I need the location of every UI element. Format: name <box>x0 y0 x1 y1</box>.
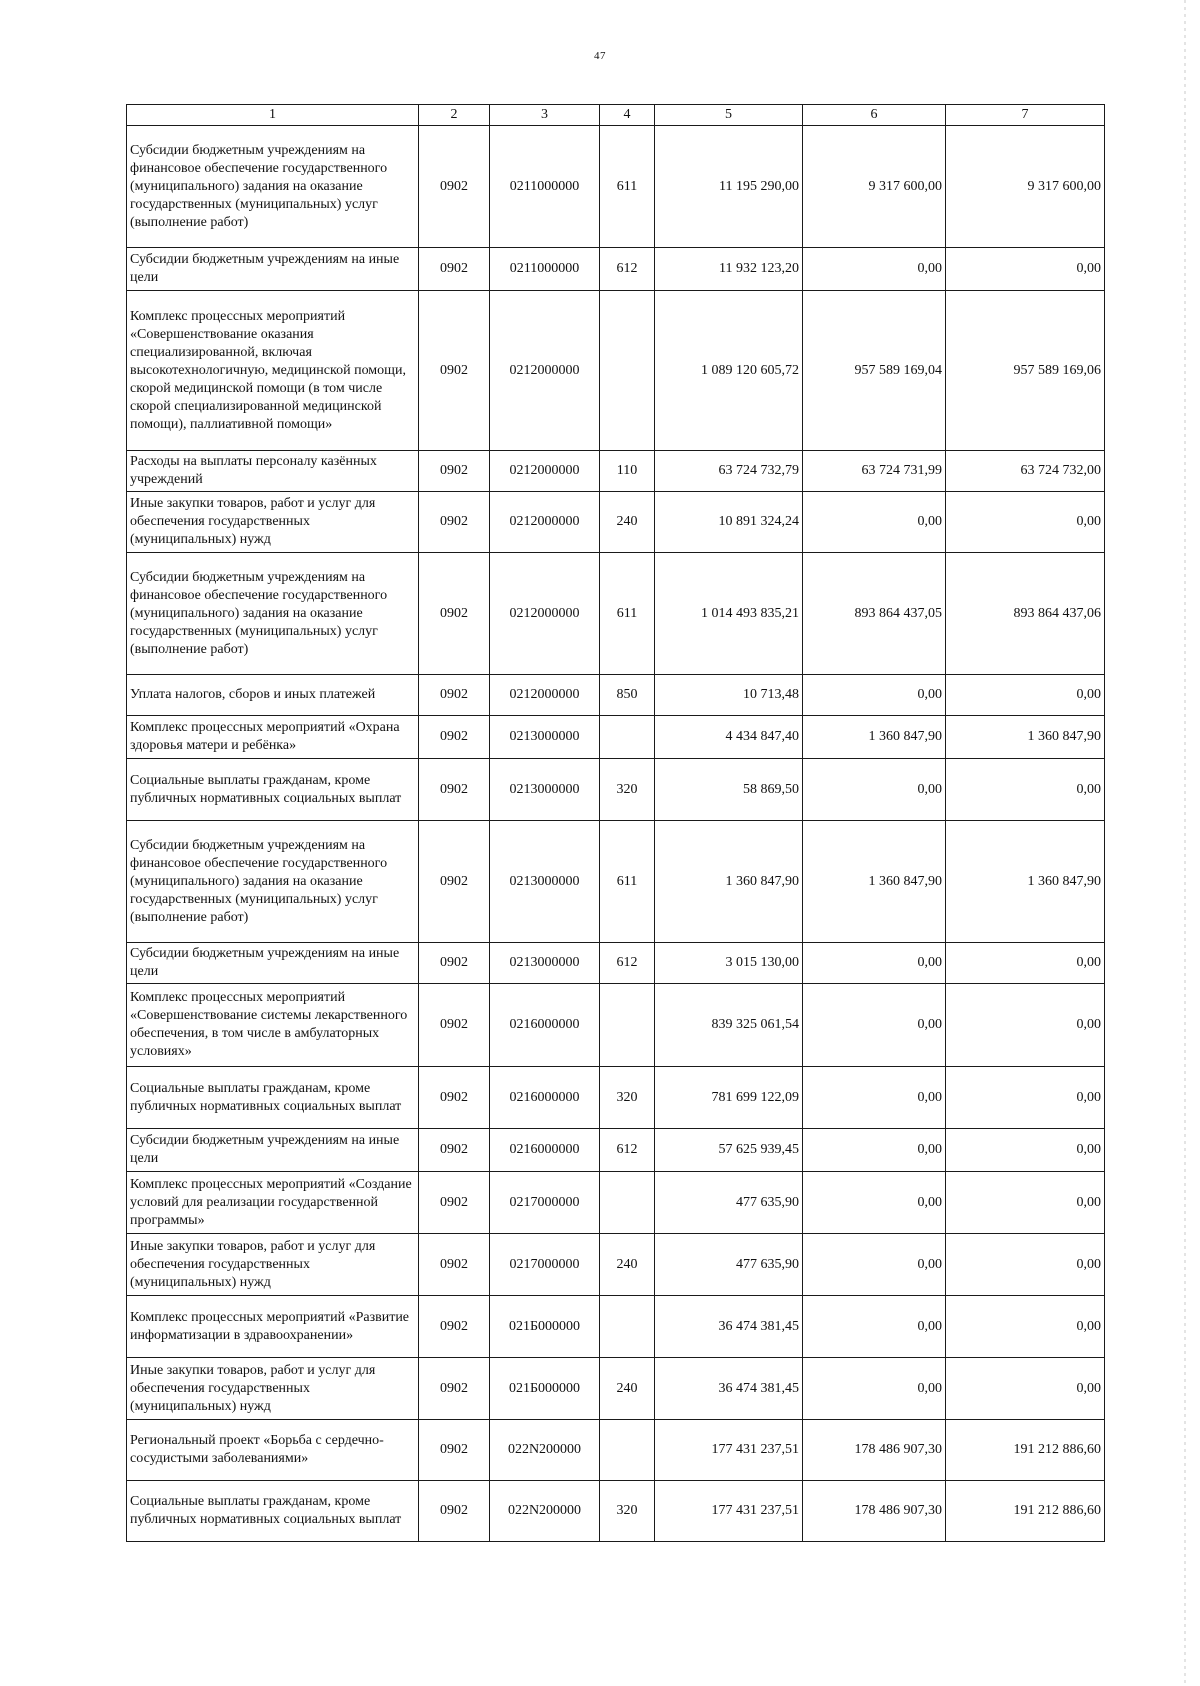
section-code: 0902 <box>419 291 490 451</box>
amount-col6: 0,00 <box>803 1172 946 1234</box>
table-row <box>127 1129 1105 1172</box>
amount-col6: 0,00 <box>803 1067 946 1129</box>
amount-col5: 177 431 237,51 <box>655 1481 803 1542</box>
expense-description: Региональный проект «Борьба с сердечно-сосудистыми заболеваниями» <box>127 1420 419 1481</box>
section-code: 0902 <box>419 716 490 759</box>
amount-col6: 0,00 <box>803 1129 946 1172</box>
target-article-code: 0217000000 <box>490 1172 600 1234</box>
target-article-code: 0213000000 <box>490 943 600 984</box>
target-article-code: 0216000000 <box>490 1129 600 1172</box>
amount-col7: 893 864 437,06 <box>946 553 1105 675</box>
target-article-code: 0212000000 <box>490 492 600 553</box>
table-row <box>127 1420 1105 1481</box>
expense-description: Субсидии бюджетным учреждениям на финансовое обеспечение государственного (муниципального) задания на оказание государственных (муниципальных) услуг (выполнение работ) <box>127 553 419 675</box>
expense-description: Комплекс процессных мероприятий «Охрана здоровья матери и ребёнка» <box>127 716 419 759</box>
expense-type-code: 850 <box>600 675 655 716</box>
amount-col5: 781 699 122,09 <box>655 1067 803 1129</box>
expense-type-code: 240 <box>600 1234 655 1296</box>
amount-col5: 36 474 381,45 <box>655 1358 803 1420</box>
section-code: 0902 <box>419 1358 490 1420</box>
table-row <box>127 821 1105 943</box>
target-article-code: 0211000000 <box>490 126 600 248</box>
amount-col6: 9 317 600,00 <box>803 126 946 248</box>
target-article-code: 0212000000 <box>490 675 600 716</box>
amount-col6: 63 724 731,99 <box>803 451 946 492</box>
expense-type-code: 320 <box>600 1481 655 1542</box>
amount-col6: 893 864 437,05 <box>803 553 946 675</box>
section-code: 0902 <box>419 1296 490 1358</box>
expense-type-code: 612 <box>600 943 655 984</box>
scan-edge-marks <box>1184 0 1186 1686</box>
expense-description: Комплекс процессных мероприятий «Совершенствование оказания специализированной, включая высокотехнологичную, медицинской помощи, скорой медицинской помощи (в том числе скорой специализированной медицинской помощи), паллиативной помощи» <box>127 291 419 451</box>
amount-col5: 10 713,48 <box>655 675 803 716</box>
budget-table <box>126 104 1105 1542</box>
target-article-code: 022N200000 <box>490 1420 600 1481</box>
amount-col6: 957 589 169,04 <box>803 291 946 451</box>
section-code: 0902 <box>419 675 490 716</box>
section-code: 0902 <box>419 943 490 984</box>
expense-type-code <box>600 1296 655 1358</box>
column-header: 2 <box>419 105 490 126</box>
table-row <box>127 492 1105 553</box>
amount-col7: 0,00 <box>946 1234 1105 1296</box>
amount-col7: 0,00 <box>946 1172 1105 1234</box>
expense-type-code: 611 <box>600 821 655 943</box>
expense-type-code: 612 <box>600 248 655 291</box>
column-header: 3 <box>490 105 600 126</box>
expense-type-code: 612 <box>600 1129 655 1172</box>
expense-type-code: 611 <box>600 553 655 675</box>
amount-col7: 0,00 <box>946 943 1105 984</box>
amount-col5: 10 891 324,24 <box>655 492 803 553</box>
amount-col6: 178 486 907,30 <box>803 1481 946 1542</box>
amount-col6: 0,00 <box>803 675 946 716</box>
table-row <box>127 1172 1105 1234</box>
section-code: 0902 <box>419 1420 490 1481</box>
table-row <box>127 291 1105 451</box>
amount-col5: 477 635,90 <box>655 1172 803 1234</box>
amount-col6: 0,00 <box>803 1296 946 1358</box>
target-article-code: 021Б000000 <box>490 1296 600 1358</box>
expense-type-code: 240 <box>600 492 655 553</box>
target-article-code: 0212000000 <box>490 291 600 451</box>
amount-col7: 191 212 886,60 <box>946 1481 1105 1542</box>
target-article-code: 0213000000 <box>490 759 600 821</box>
target-article-code: 0213000000 <box>490 821 600 943</box>
amount-col5: 1 360 847,90 <box>655 821 803 943</box>
target-article-code: 0212000000 <box>490 553 600 675</box>
table-row <box>127 248 1105 291</box>
amount-col5: 1 014 493 835,21 <box>655 553 803 675</box>
column-header: 4 <box>600 105 655 126</box>
expense-description: Иные закупки товаров, работ и услуг для обеспечения государственных (муниципальных) нужд <box>127 492 419 553</box>
amount-col6: 0,00 <box>803 1358 946 1420</box>
amount-col7: 1 360 847,90 <box>946 716 1105 759</box>
expense-description: Субсидии бюджетным учреждениям на иные цели <box>127 248 419 291</box>
amount-col7: 9 317 600,00 <box>946 126 1105 248</box>
section-code: 0902 <box>419 248 490 291</box>
expense-description: Субсидии бюджетным учреждениям на финансовое обеспечение государственного (муниципального) задания на оказание государственных (муниципальных) услуг (выполнение работ) <box>127 126 419 248</box>
amount-col7: 0,00 <box>946 1358 1105 1420</box>
table-row <box>127 716 1105 759</box>
expense-type-code: 611 <box>600 126 655 248</box>
expense-description: Социальные выплаты гражданам, кроме публичных нормативных социальных выплат <box>127 1067 419 1129</box>
expense-type-code: 320 <box>600 759 655 821</box>
amount-col5: 3 015 130,00 <box>655 943 803 984</box>
amount-col7: 191 212 886,60 <box>946 1420 1105 1481</box>
expense-description: Субсидии бюджетным учреждениям на иные цели <box>127 1129 419 1172</box>
table-row <box>127 451 1105 492</box>
section-code: 0902 <box>419 553 490 675</box>
target-article-code: 0216000000 <box>490 1067 600 1129</box>
expense-type-code <box>600 716 655 759</box>
amount-col5: 63 724 732,79 <box>655 451 803 492</box>
section-code: 0902 <box>419 1172 490 1234</box>
expense-description: Расходы на выплаты персоналу казённых учреждений <box>127 451 419 492</box>
target-article-code: 0212000000 <box>490 451 600 492</box>
target-article-code: 022N200000 <box>490 1481 600 1542</box>
table-row <box>127 1296 1105 1358</box>
expense-description: Субсидии бюджетным учреждениям на иные цели <box>127 943 419 984</box>
amount-col6: 0,00 <box>803 943 946 984</box>
amount-col5: 177 431 237,51 <box>655 1420 803 1481</box>
amount-col7: 0,00 <box>946 492 1105 553</box>
amount-col5: 36 474 381,45 <box>655 1296 803 1358</box>
amount-col6: 1 360 847,90 <box>803 821 946 943</box>
expense-description: Иные закупки товаров, работ и услуг для обеспечения государственных (муниципальных) нужд <box>127 1234 419 1296</box>
section-code: 0902 <box>419 759 490 821</box>
section-code: 0902 <box>419 492 490 553</box>
column-header: 5 <box>655 105 803 126</box>
table-row <box>127 675 1105 716</box>
expense-type-code: 320 <box>600 1067 655 1129</box>
target-article-code: 021Б000000 <box>490 1358 600 1420</box>
amount-col5: 11 932 123,20 <box>655 248 803 291</box>
expense-type-code <box>600 984 655 1067</box>
page-number: 47 <box>594 50 606 62</box>
table-row <box>127 1358 1105 1420</box>
amount-col5: 57 625 939,45 <box>655 1129 803 1172</box>
amount-col7: 0,00 <box>946 1296 1105 1358</box>
section-code: 0902 <box>419 821 490 943</box>
expense-description: Социальные выплаты гражданам, кроме публичных нормативных социальных выплат <box>127 1481 419 1542</box>
section-code: 0902 <box>419 126 490 248</box>
amount-col7: 0,00 <box>946 248 1105 291</box>
expense-type-code <box>600 1420 655 1481</box>
amount-col6: 0,00 <box>803 1234 946 1296</box>
target-article-code: 0213000000 <box>490 716 600 759</box>
amount-col6: 178 486 907,30 <box>803 1420 946 1481</box>
amount-col7: 0,00 <box>946 984 1105 1067</box>
expense-description: Комплекс процессных мероприятий «Совершенствование системы лекарственного обеспечения, в том числе в амбулаторных условиях» <box>127 984 419 1067</box>
expense-type-code: 110 <box>600 451 655 492</box>
section-code: 0902 <box>419 984 490 1067</box>
target-article-code: 0217000000 <box>490 1234 600 1296</box>
column-header: 6 <box>803 105 946 126</box>
amount-col5: 11 195 290,00 <box>655 126 803 248</box>
section-code: 0902 <box>419 451 490 492</box>
amount-col7: 1 360 847,90 <box>946 821 1105 943</box>
target-article-code: 0216000000 <box>490 984 600 1067</box>
amount-col7: 63 724 732,00 <box>946 451 1105 492</box>
expense-description: Уплата налогов, сборов и иных платежей <box>127 675 419 716</box>
table-row <box>127 1481 1105 1542</box>
expense-description: Субсидии бюджетным учреждениям на финансовое обеспечение государственного (муниципального) задания на оказание государственных (муниципальных) услуг (выполнение работ) <box>127 821 419 943</box>
expense-description: Комплекс процессных мероприятий «Создание условий для реализации государственной программы» <box>127 1172 419 1234</box>
expense-type-code: 240 <box>600 1358 655 1420</box>
amount-col7: 957 589 169,06 <box>946 291 1105 451</box>
table-row <box>127 1067 1105 1129</box>
section-code: 0902 <box>419 1129 490 1172</box>
amount-col5: 477 635,90 <box>655 1234 803 1296</box>
target-article-code: 0211000000 <box>490 248 600 291</box>
amount-col6: 0,00 <box>803 984 946 1067</box>
section-code: 0902 <box>419 1067 490 1129</box>
section-code: 0902 <box>419 1481 490 1542</box>
column-header: 7 <box>946 105 1105 126</box>
section-code: 0902 <box>419 1234 490 1296</box>
expense-type-code <box>600 291 655 451</box>
expense-description: Комплекс процессных мероприятий «Развитие информатизации в здравоохранении» <box>127 1296 419 1358</box>
column-header: 1 <box>127 105 419 126</box>
amount-col6: 0,00 <box>803 492 946 553</box>
amount-col7: 0,00 <box>946 1067 1105 1129</box>
table-row <box>127 984 1105 1067</box>
table-row <box>127 126 1105 248</box>
amount-col6: 1 360 847,90 <box>803 716 946 759</box>
amount-col5: 1 089 120 605,72 <box>655 291 803 451</box>
amount-col5: 58 869,50 <box>655 759 803 821</box>
expense-type-code <box>600 1172 655 1234</box>
amount-col7: 0,00 <box>946 759 1105 821</box>
column-number-header-row <box>127 105 1105 126</box>
amount-col5: 4 434 847,40 <box>655 716 803 759</box>
amount-col7: 0,00 <box>946 1129 1105 1172</box>
table-row <box>127 1234 1105 1296</box>
amount-col7: 0,00 <box>946 675 1105 716</box>
table-row <box>127 553 1105 675</box>
expense-description: Социальные выплаты гражданам, кроме публичных нормативных социальных выплат <box>127 759 419 821</box>
expense-description: Иные закупки товаров, работ и услуг для обеспечения государственных (муниципальных) нужд <box>127 1358 419 1420</box>
amount-col6: 0,00 <box>803 759 946 821</box>
amount-col6: 0,00 <box>803 248 946 291</box>
table-row <box>127 943 1105 984</box>
table-row <box>127 759 1105 821</box>
amount-col5: 839 325 061,54 <box>655 984 803 1067</box>
